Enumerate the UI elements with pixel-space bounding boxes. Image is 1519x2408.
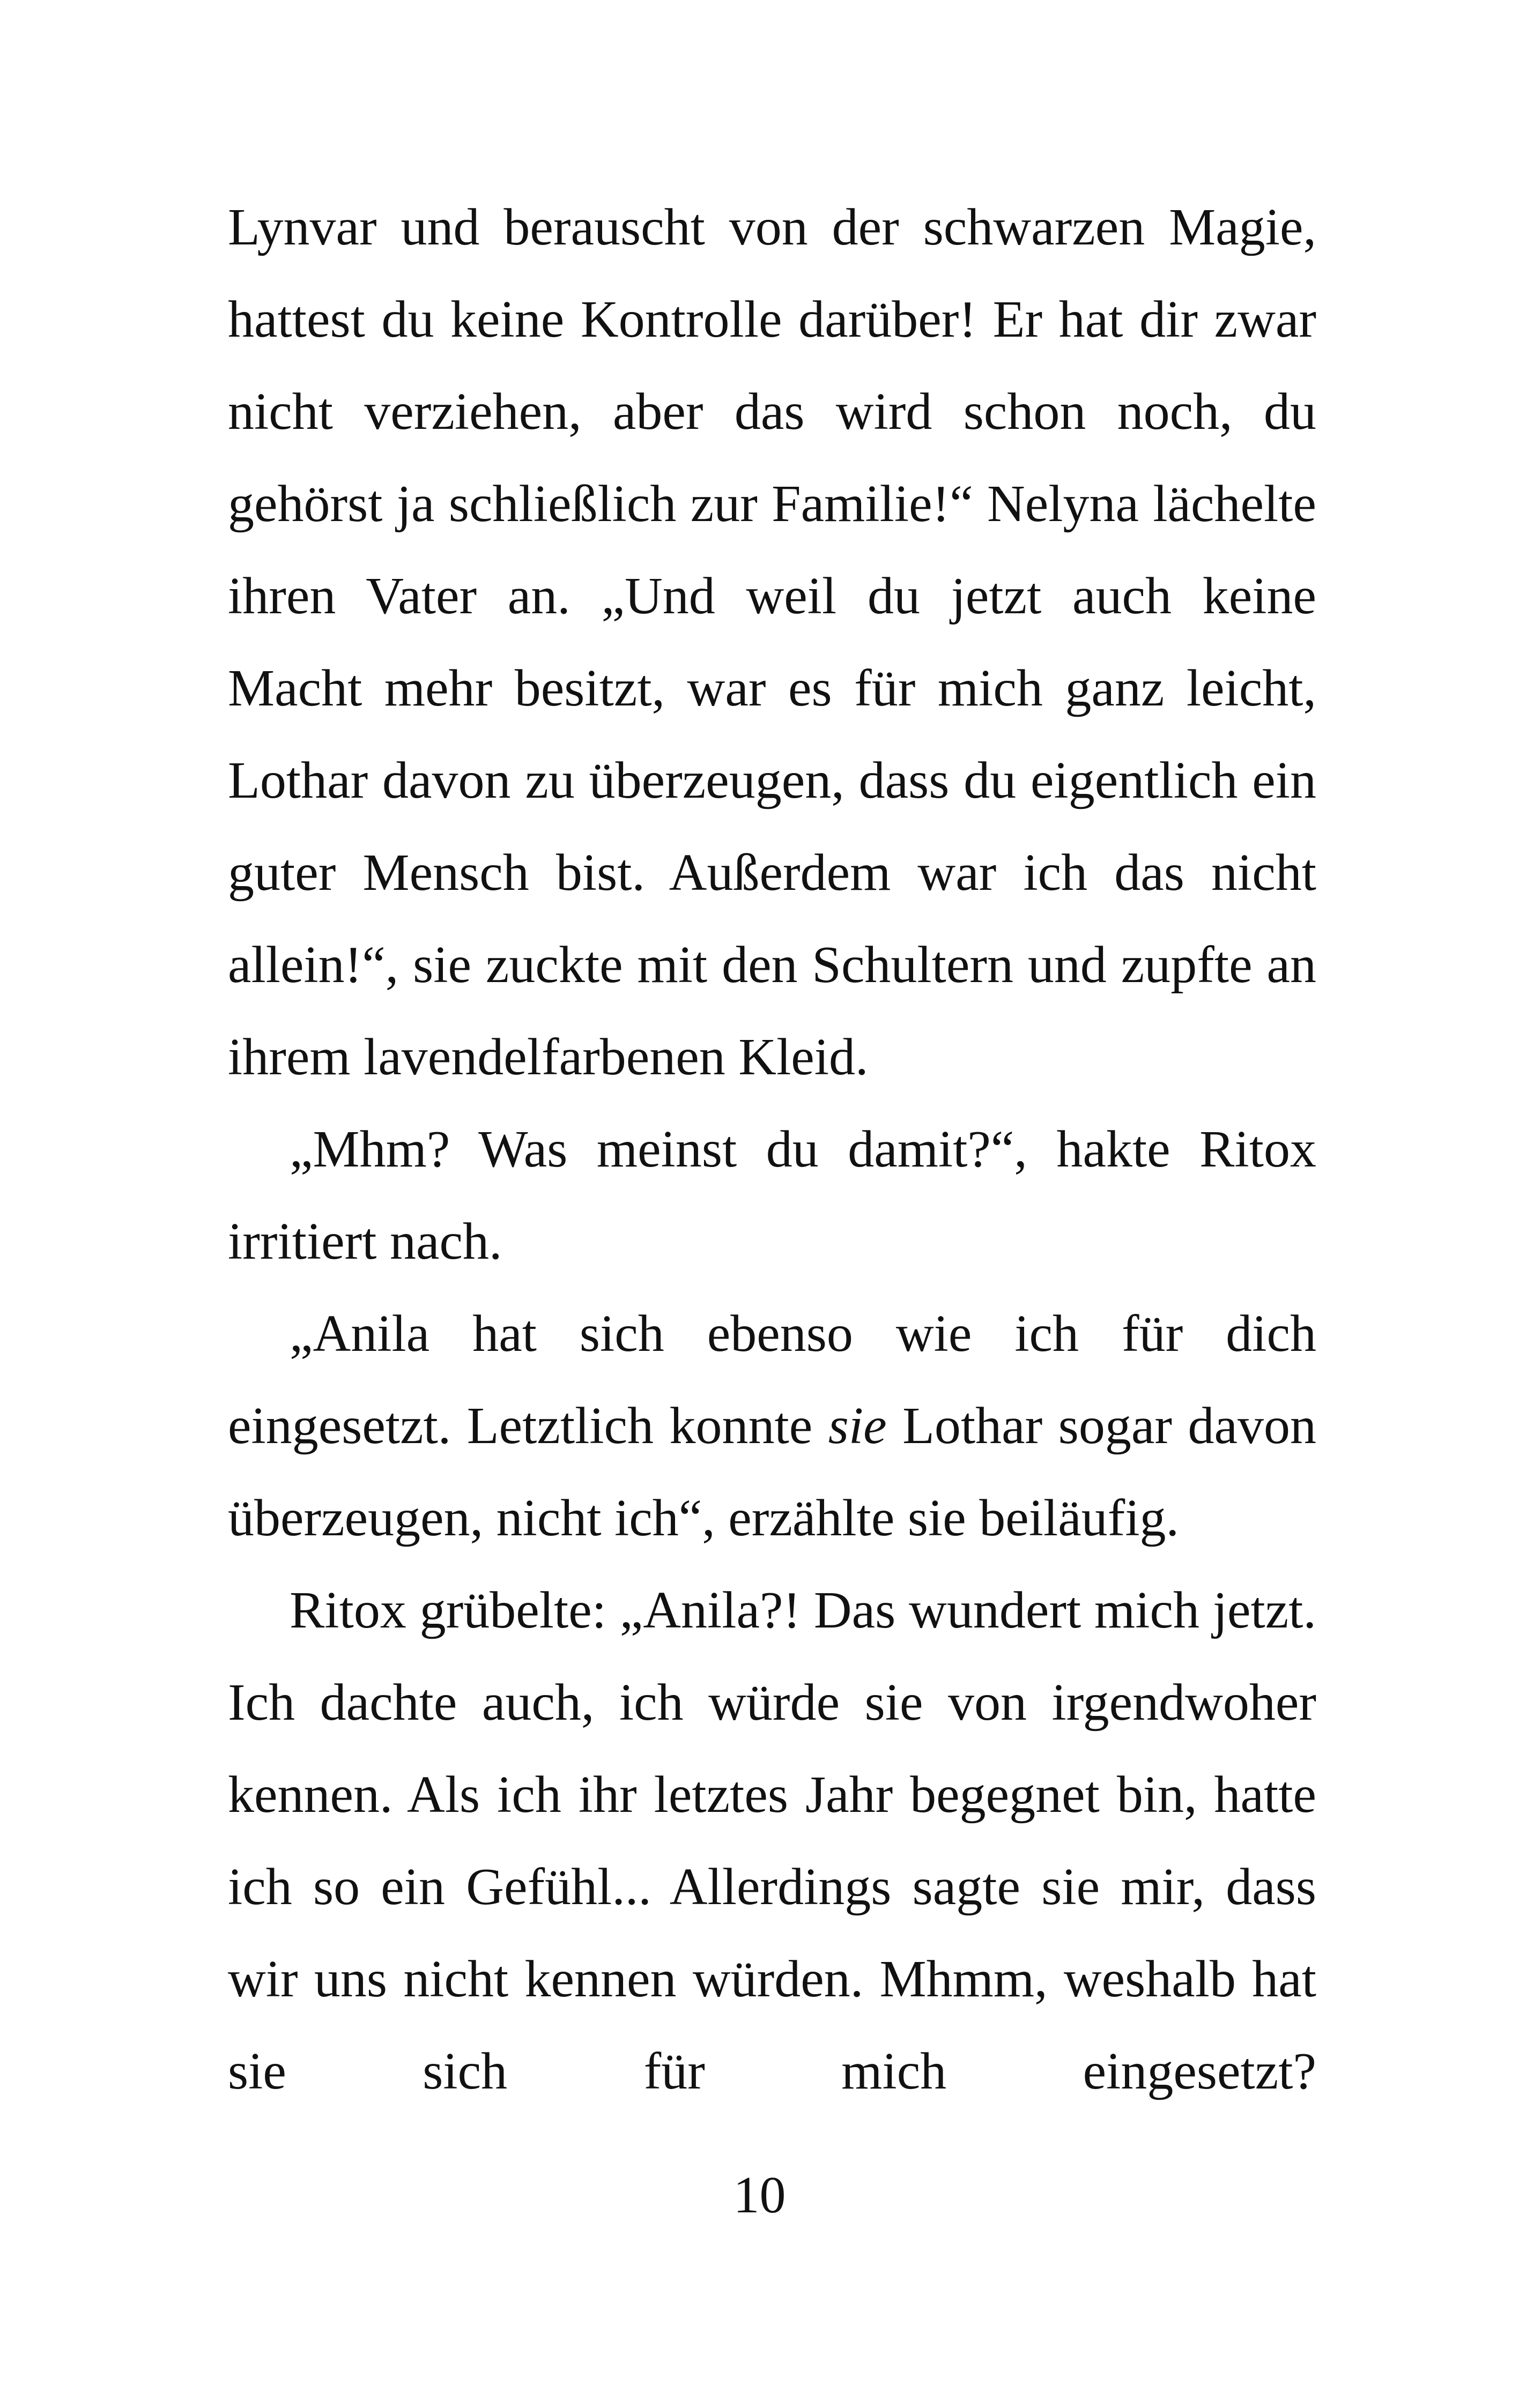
body-text xyxy=(228,181,1316,2117)
paragraph-1 xyxy=(228,181,1316,1103)
paragraph-4 xyxy=(228,1564,1316,2117)
paragraph-3 xyxy=(228,1288,1316,1564)
paragraph-2-text: „Mhm? Was meinst du damit?“, hakte Ritox irritiert nach. xyxy=(228,1120,1316,1270)
paragraph-3-text-start: „Anila hat sich ebenso wie ich für dich eingesetzt. Letztlich konnte xyxy=(228,1305,1316,1455)
paragraph-4-text: Ritox grübelte: „Anila?! Das wundert mich jetzt. Ich dachte auch, ich würde sie von irgendwoher kennen. Als ich ihr letztes Jahr begegnet bin, hatte ich so ein Gefühl... Allerdings sagte sie mir, dass wir uns nicht kennen würden. Mhmm, weshalb hat sie sich für mich eingesetzt? xyxy=(228,1581,1316,2100)
paragraph-3-text-end: Lothar sogar davon überzeugen, nicht ich“, erzählte sie beiläufig. xyxy=(228,1397,1316,1547)
page-number: 10 xyxy=(733,2166,786,2224)
paragraph-1-text: Lynvar und berauscht von der schwarzen Magie, hattest du keine Kontrolle darüber! Er hat dir zwar nicht verziehen, aber das wird schon noch, du gehörst ja schließlich zur Familie!“ Nelyna lächelte ihren Vater an. „Und weil du jetzt auch keine Macht mehr besitzt, war es für mich ganz leicht, Lothar davon zu überzeugen, dass du eigentlich ein guter Mensch bist. Außerdem war ich das nicht allein!“, sie zuckte mit den Schultern und zupfte an ihrem lavendelfarbenen Kleid. xyxy=(228,198,1316,1086)
paragraph-3-emphasis: sie xyxy=(828,1397,887,1455)
paragraph-2 xyxy=(228,1103,1316,1288)
